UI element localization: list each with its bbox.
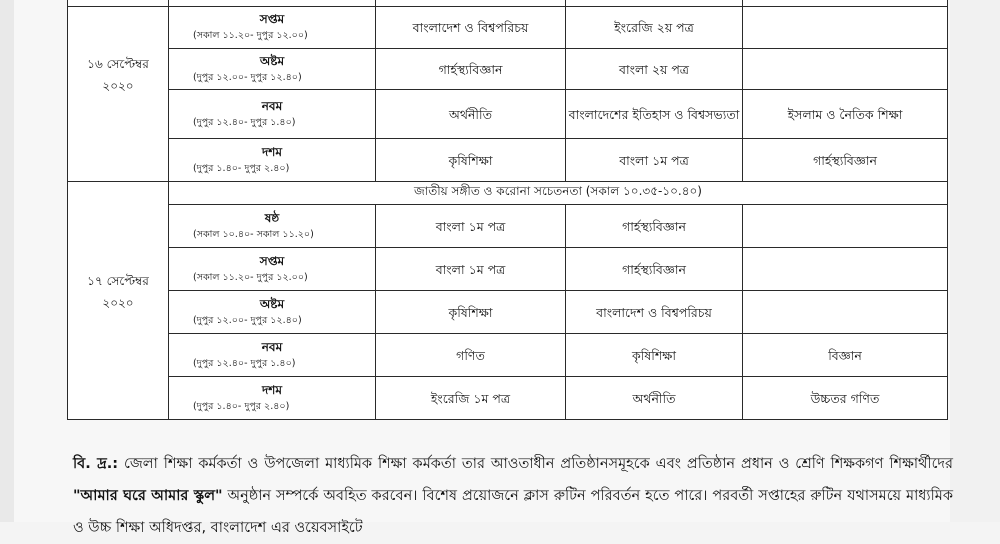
class-name: ষষ্ঠ bbox=[264, 210, 280, 225]
subject-cell: গণিত bbox=[376, 334, 566, 377]
table-row bbox=[68, 248, 948, 291]
subject-cell: বাংলাদেশ ও বিশ্বপরিচয় bbox=[566, 291, 743, 334]
table-row bbox=[68, 49, 948, 90]
class-time: (দুপুর ১২.৪০- দুপুর ১.৪০) bbox=[193, 357, 296, 369]
class-cell bbox=[169, 291, 376, 334]
class-time: (দুপুর ১২.০০- দুপুর ১২.৪০) bbox=[193, 71, 302, 83]
subject-cell: বাংলা ২য় পত্র bbox=[566, 49, 743, 90]
class-name: নবম bbox=[261, 339, 283, 354]
subject-cell: বিজ্ঞান bbox=[743, 334, 948, 377]
subject-cell: বাংলাদেশের ইতিহাস ও বিশ্বসভ্যতা bbox=[566, 90, 743, 139]
class-time: (দুপুর ১২.৪০- দুপুর ১.৪০) bbox=[193, 116, 296, 128]
date-cell bbox=[68, 7, 169, 182]
footnote-text-part1: জেলা শিক্ষা কর্মকর্তা ও উপজেলা মাধ্যমিক শিক্ষা কর্মকর্তা তার আওতাধীন প্রতিষ্ঠানসমূহকে এবং প্রতিষ্ঠান প্রধান ও শ্রেণি শিক্ষকগণ শিক্ষার্থীদের bbox=[118, 456, 954, 472]
table-row bbox=[68, 334, 948, 377]
subject-cell: গার্হস্থ্যবিজ্ঞান bbox=[566, 205, 743, 248]
class-cell bbox=[169, 139, 376, 182]
subject-cell: ইংরেজি ২য় পত্র bbox=[566, 7, 743, 49]
class-name: দশম bbox=[261, 144, 283, 159]
class-cell bbox=[169, 377, 376, 420]
subject-cell bbox=[743, 49, 948, 90]
subject-cell: ইসলাম ও নৈতিক শিক্ষা bbox=[743, 90, 948, 139]
table-row bbox=[68, 139, 948, 182]
date-day-month: ১৬ সেপ্টেম্বর bbox=[87, 57, 149, 71]
class-cell bbox=[169, 334, 376, 377]
footnote-lead: বি. দ্র.: bbox=[73, 456, 119, 472]
subject-cell bbox=[743, 7, 948, 49]
table-row bbox=[68, 291, 948, 334]
subject-cell bbox=[743, 291, 948, 334]
class-cell bbox=[169, 248, 376, 291]
table-row bbox=[68, 377, 948, 420]
class-time: (সকাল ১১.২০- দুপুর ১২.০০) bbox=[193, 271, 308, 283]
page-right-margin bbox=[950, 0, 1000, 522]
subject-cell: বাংলাদেশ ও বিশ্বপরিচয় bbox=[376, 7, 566, 49]
subject-cell: বাংলা ১ম পত্র bbox=[376, 248, 566, 291]
subject-cell bbox=[743, 205, 948, 248]
class-name: নবম bbox=[261, 98, 283, 113]
subject-cell: গার্হস্থ্যবিজ্ঞান bbox=[743, 139, 948, 182]
table-row bbox=[68, 205, 948, 248]
class-time: (সকাল ১১.২০- দুপুর ১২.০০) bbox=[193, 30, 308, 41]
class-name: অষ্টম bbox=[259, 296, 285, 311]
class-name: সপ্তম bbox=[259, 253, 285, 268]
subject-cell: অর্থনীতি bbox=[376, 90, 566, 139]
class-cell bbox=[169, 7, 376, 49]
class-time: (দুপুর ১.৪০- দুপুর ২.৪০) bbox=[193, 400, 290, 412]
subject-cell: কৃষিশিক্ষা bbox=[376, 291, 566, 334]
subject-cell: গার্হস্থ্যবিজ্ঞান bbox=[376, 49, 566, 90]
table-row bbox=[68, 182, 948, 205]
footnote-text-part2: অনুষ্ঠান সম্পর্কে অবহিত করবেন। বিশেষ প্রয়োজনে ক্লাস রুটিন পরিবর্তন হতে পারে। পরবর্তী সপ্তাহের রুটিন যথাসময়ে মাধ্যমিক ও উচ্চ শিক্ষা অধিদপ্তর, বাংলাদেশ এর ওয়েবসাইটে bbox=[73, 488, 953, 536]
footnote-paragraph bbox=[73, 448, 953, 544]
table-row bbox=[68, 90, 948, 139]
subject-cell: উচ্চতর গণিত bbox=[743, 377, 948, 420]
class-cell bbox=[169, 205, 376, 248]
class-time: (দুপুর ১২.০০- দুপুর ১২.৪০) bbox=[193, 314, 302, 326]
subject-cell: বাংলা ১ম পত্র bbox=[566, 139, 743, 182]
page-left-margin bbox=[0, 0, 14, 522]
date-year: ২০২০ bbox=[102, 296, 134, 310]
class-time: (দুপুর ১.৪০- দুপুর ২.৪০) bbox=[193, 162, 290, 174]
footnote-emphasis: "আমার ঘরে আমার স্কুল" bbox=[73, 488, 223, 504]
table-row bbox=[68, 7, 948, 49]
class-time: (সকাল ১০.৪০- সকাল ১১.২০) bbox=[193, 228, 314, 240]
class-routine-table bbox=[67, 0, 948, 420]
subject-cell bbox=[743, 248, 948, 291]
class-cell bbox=[169, 49, 376, 90]
class-name: অষ্টম bbox=[259, 53, 285, 68]
subject-cell: কৃষিশিক্ষা bbox=[566, 334, 743, 377]
class-cell bbox=[169, 90, 376, 139]
class-name: সপ্তম bbox=[259, 12, 285, 26]
subject-cell: কৃষিশিক্ষা bbox=[376, 139, 566, 182]
anthem-banner: জাতীয় সঙ্গীত ও করোনা সচেতনতা (সকাল ১০.৩৫-১০.৪০) bbox=[169, 182, 948, 205]
class-name: দশম bbox=[261, 382, 283, 397]
subject-cell: বাংলা ১ম পত্র bbox=[376, 205, 566, 248]
date-day-month: ১৭ সেপ্টেম্বর bbox=[87, 274, 149, 288]
subject-cell: অর্থনীতি bbox=[566, 377, 743, 420]
subject-cell: গার্হস্থ্যবিজ্ঞান bbox=[566, 248, 743, 291]
date-cell bbox=[68, 182, 169, 420]
date-year: ২০২০ bbox=[102, 79, 134, 93]
subject-cell: ইংরেজি ১ম পত্র bbox=[376, 377, 566, 420]
